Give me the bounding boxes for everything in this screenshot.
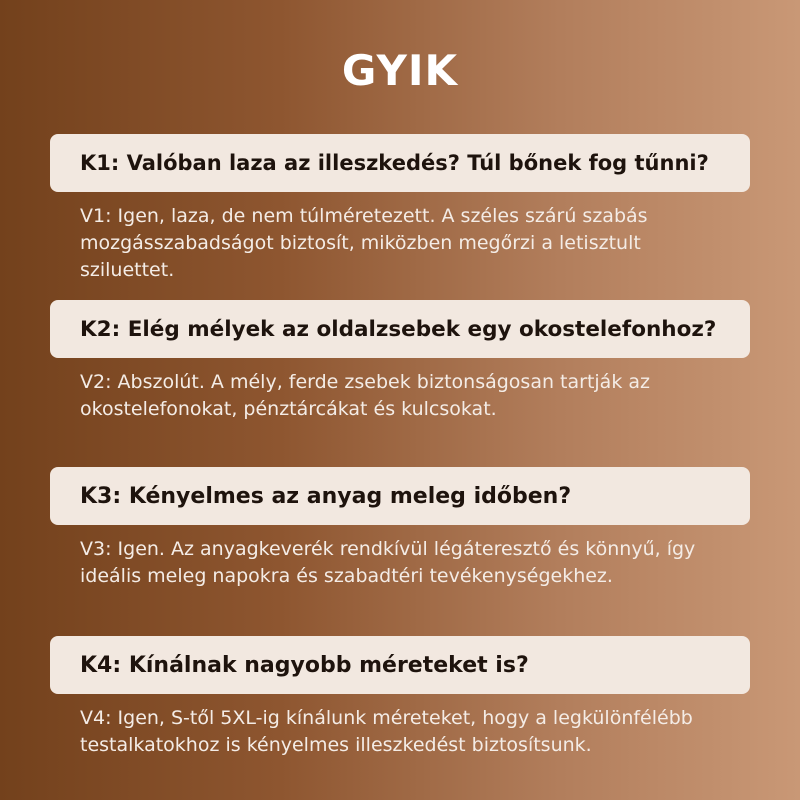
faq-question: K4: Kínálnak nagyobb méreteket is?: [80, 652, 529, 678]
faq-answer: V1: Igen, laza, de nem túlméretezett. A széles szárú szabás mozgásszabadságot biztosít, miközben megőrzi a letisztult sziluettet.: [80, 205, 648, 281]
faq-answer: V3: Igen. Az anyagkeverék rendkívül légáteresztő és könnyű, így ideális meleg napokra és szabadtéri tevékenységekhez.: [80, 538, 696, 587]
faq-question-box: [50, 467, 750, 525]
faq-answer: V2: Abszolút. A mély, ferde zsebek biztonságosan tartják az okostelefonokat, pénztárcákat és kulcsokat.: [80, 371, 650, 420]
faq-answer: V4: Igen, S-től 5XL-ig kínálunk méreteket, hogy a legkülönfélébb testalkatokhoz is kényelmes illeszkedést biztosítsunk.: [80, 707, 693, 756]
page-title: GYIK: [341, 46, 459, 95]
faq-question: K2: Elég mélyek az oldalzsebek egy okostelefonhoz?: [80, 316, 717, 342]
faq-item-3: [50, 467, 750, 590]
faq-item-4: [50, 636, 750, 759]
faq-item-1: [50, 134, 750, 284]
faq-question-box: [50, 300, 750, 358]
faq-item-2: [50, 300, 750, 423]
faq-question: K3: Kényelmes az anyag meleg időben?: [80, 483, 572, 509]
faq-question-box: [50, 636, 750, 694]
faq-question-box: [50, 134, 750, 192]
faq-question: K1: Valóban laza az illeszkedés? Túl bőnek fog tűnni?: [80, 151, 709, 175]
